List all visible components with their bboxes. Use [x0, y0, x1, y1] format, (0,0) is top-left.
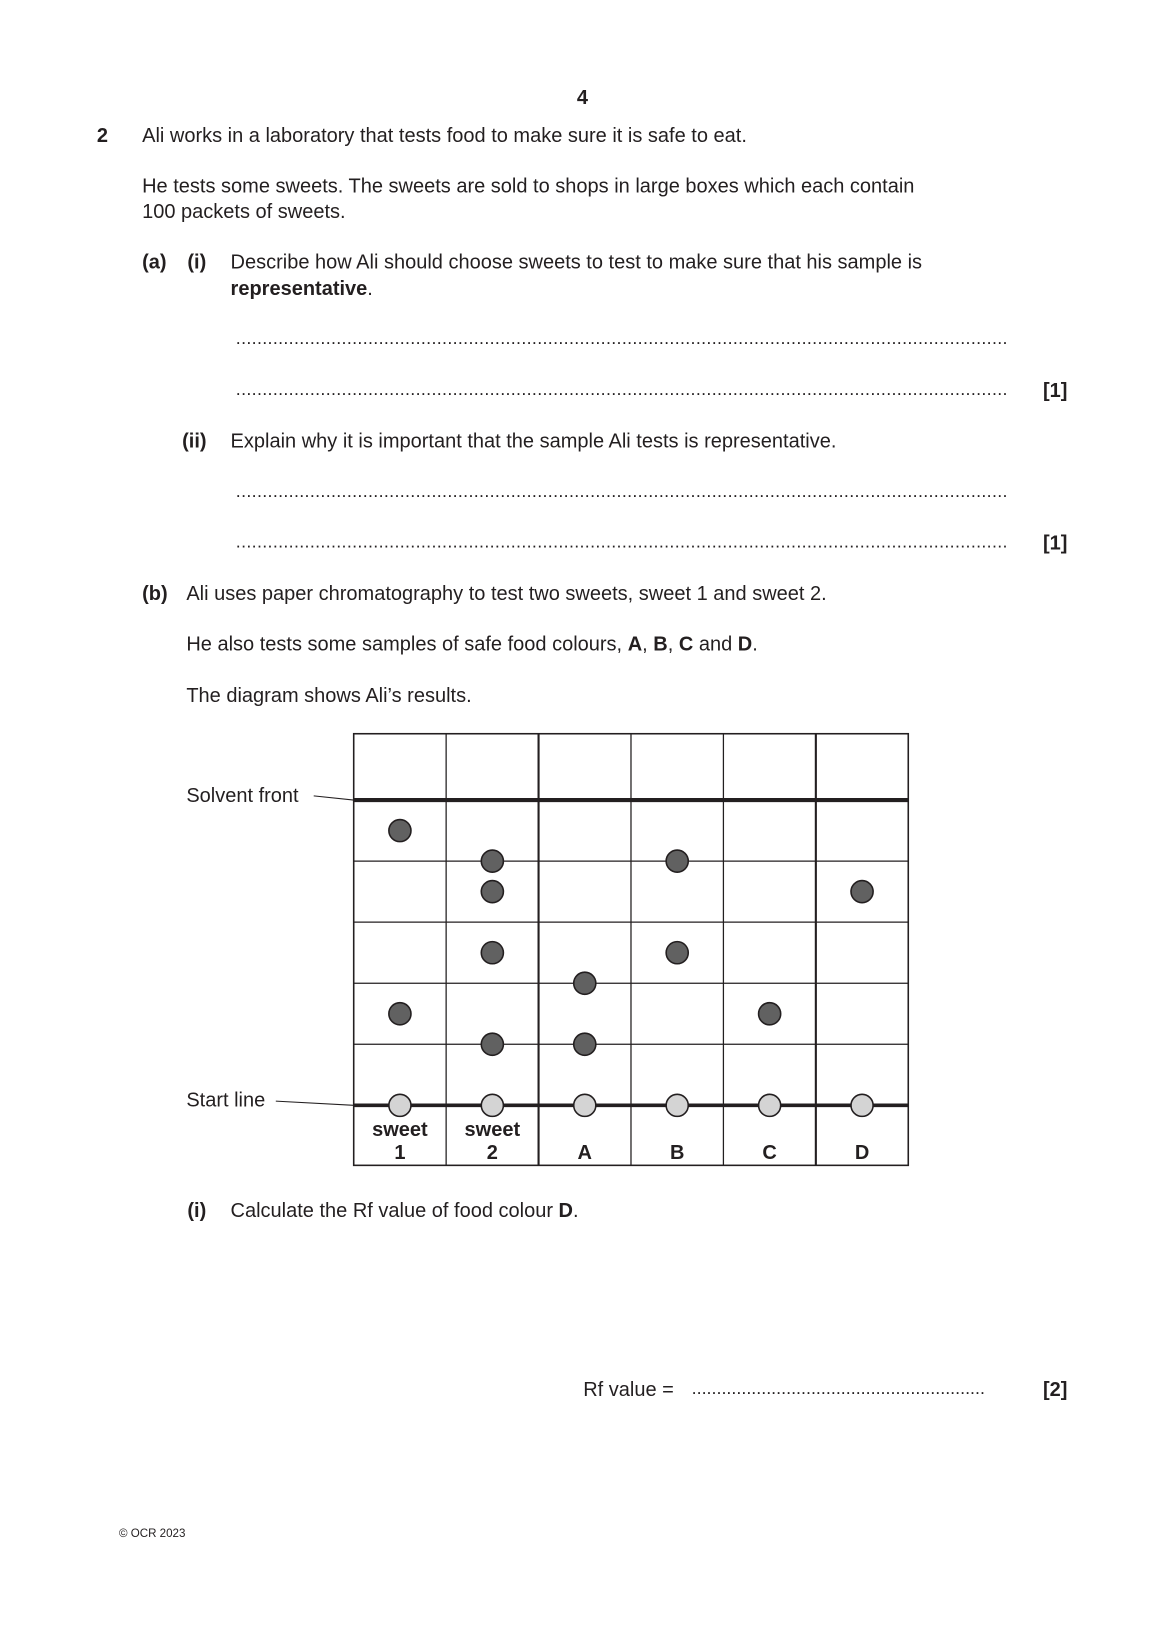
column-label-line2: C: [762, 1142, 777, 1165]
start-spot: [759, 1094, 781, 1116]
answer-line[interactable]: ..................................................................................................................................................: [235, 481, 1008, 502]
colour-C: C: [678, 633, 694, 656]
chromatogram-spot: [481, 1033, 503, 1055]
solvent-front-leader: [314, 796, 354, 800]
start-line-leader: [276, 1101, 354, 1105]
part-b-text3: The diagram shows Ali’s results.: [186, 685, 472, 708]
text: .: [752, 633, 758, 656]
colour-D: D: [737, 633, 753, 656]
chromatogram-spot: [389, 820, 411, 842]
chromatogram-spot: [481, 850, 503, 872]
question-context-line1: He tests some sweets. The sweets are sold to shops in large boxes which each contain: [142, 175, 915, 198]
column-label-line1: sweet: [464, 1118, 521, 1141]
answer-line[interactable]: ..................................................................................................................................................: [235, 328, 1008, 349]
text: Calculate the Rf value of food colour: [230, 1200, 559, 1223]
representative-term: representative: [230, 277, 368, 301]
column-label-line1: sweet: [372, 1118, 428, 1141]
column-label-line2: 2: [486, 1142, 498, 1165]
chromatogram-spot: [666, 850, 688, 872]
copyright-footer: © OCR 2023: [118, 1527, 186, 1541]
question-intro: Ali works in a laboratory that tests food to make sure it is safe to eat.: [142, 125, 747, 148]
answer-line[interactable]: ..................................................................................................................................................: [235, 378, 1008, 399]
chromatogram-spot: [481, 942, 503, 964]
part-a-i-text: Describe how Ali should choose sweets to test to make sure that his sample is: [230, 251, 923, 274]
colour-D: D: [558, 1200, 573, 1223]
page-number: 4: [576, 87, 589, 110]
start-line-label: Start line: [186, 1089, 266, 1112]
part-a-label: (a): [142, 251, 167, 274]
rf-value-label: Rf value =: [583, 1379, 674, 1402]
start-spot: [666, 1094, 688, 1116]
answer-line[interactable]: ..................................................................................................................................................: [235, 531, 1008, 552]
part-b-i-text: [231, 1200, 579, 1223]
start-spot: [389, 1094, 411, 1116]
question-number: 2: [96, 125, 108, 148]
chromatogram-spot: [666, 942, 688, 964]
start-spot: [574, 1094, 596, 1116]
chromatogram-spot: [759, 1003, 781, 1025]
part-a-ii-text: Explain why it is important that the sample Ali tests is representative.: [230, 430, 837, 453]
solvent-front-label: Solvent front: [186, 785, 299, 808]
chromatogram-spot: [481, 881, 503, 903]
marks-indicator: [1]: [1042, 532, 1068, 555]
chromatogram-spot: [574, 1033, 596, 1055]
period: .: [367, 277, 373, 301]
colour-A: A: [627, 633, 643, 656]
column-label-line2: 1: [394, 1142, 406, 1165]
text: .: [572, 1200, 579, 1223]
rf-value-answer-line[interactable]: ...........................................................: [691, 1377, 985, 1398]
marks-indicator: [1]: [1042, 380, 1068, 403]
chromatogram-spot: [574, 972, 596, 994]
question-context-line2: 100 packets of sweets.: [142, 201, 346, 224]
chromatogram-spot: [389, 1003, 411, 1025]
part-a-i-label: (i): [187, 251, 207, 274]
part-b-i-label: (i): [187, 1200, 207, 1223]
part-a-ii-label: (ii): [182, 430, 207, 453]
part-b-label: (b): [142, 583, 168, 606]
column-label-line2: A: [577, 1142, 593, 1165]
part-b-text1: Ali uses paper chromatography to test two sweets, sweet 1 and sweet 2.: [186, 583, 827, 606]
text: He also tests some samples of safe food colours,: [186, 633, 628, 656]
chromatogram-grid: [354, 734, 909, 1166]
chromatogram-spot: [851, 881, 873, 903]
start-spot: [851, 1094, 873, 1116]
column-label-line2: B: [669, 1142, 685, 1165]
text: ,: [667, 633, 679, 656]
text: and: [693, 633, 738, 656]
start-spot: [481, 1094, 503, 1116]
column-label-line2: D: [854, 1142, 870, 1165]
marks-indicator: [2]: [1042, 1379, 1068, 1402]
colour-B: B: [653, 633, 668, 656]
text: ,: [642, 633, 654, 656]
